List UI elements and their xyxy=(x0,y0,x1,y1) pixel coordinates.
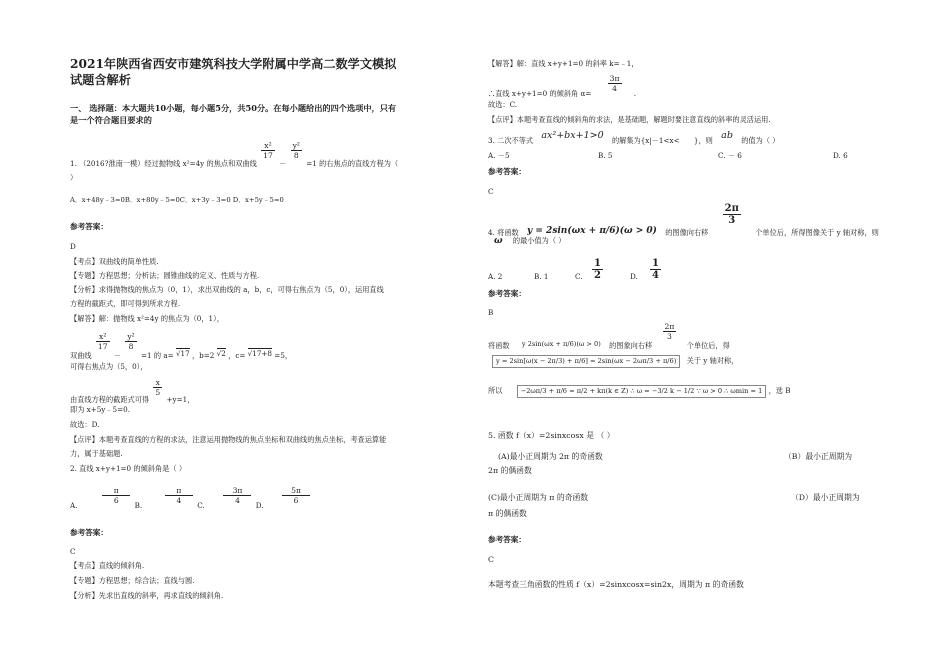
function-expr: y = 2sin(ωx + π/6)(ω > 0) xyxy=(527,225,657,236)
q2-note: 【分析】先求出直线的斜率，再求直线的倾斜角. xyxy=(70,591,224,600)
question-1 xyxy=(70,139,399,168)
text: 3. 二次不等式 xyxy=(488,136,534,145)
q1-note: 方程的截距式，即可得到所求方程. xyxy=(70,299,181,308)
text: 的解集为{x|－1<x< xyxy=(611,136,680,145)
minus-sign: － xyxy=(113,350,122,360)
q1-note: 【分析】求得抛物线的焦点为（0，1），求出双曲线的 a，b，c，可得右焦点为（5，0），运用直线 xyxy=(70,285,384,294)
q2-solution-angle xyxy=(488,74,637,98)
q1-step: 即为 x+5y﹣5=0. xyxy=(70,405,131,414)
sqrt-expr: √17+8 xyxy=(247,348,272,358)
frac-den: 4 xyxy=(652,270,659,281)
frac xyxy=(663,322,677,341)
frac-num: 2π xyxy=(664,322,675,331)
text: 由直线方程的截距式可得 xyxy=(70,394,150,404)
frac xyxy=(723,203,741,226)
text: ∴直线 x+y+1=0 的倾斜角 α= xyxy=(488,88,592,98)
option-frac xyxy=(592,258,603,281)
option: （D）最小正周期为 xyxy=(791,493,860,502)
frac-den: 17 xyxy=(263,151,273,160)
frac-num: 1 xyxy=(652,258,659,269)
option: A. －5 xyxy=(488,151,510,160)
q1-text: 1. （2016?淮南一模）经过抛物线 x²=4y 的焦点和双曲线 xyxy=(70,158,257,168)
answer-label: 参考答案： xyxy=(70,528,108,537)
q1-note: 【专题】方程思想；分析法；圆锥曲线的定义、性质与方程. xyxy=(70,271,260,280)
frac-num: 1 xyxy=(594,258,601,269)
q2-solution: 故选：C. xyxy=(488,100,518,109)
frac-num: 2π xyxy=(724,203,739,214)
minus-sign: － xyxy=(279,158,287,168)
frac-den: 3 xyxy=(723,214,741,226)
frac-num: 3π xyxy=(609,74,620,83)
option-frac xyxy=(165,486,193,505)
formula-box: −2ωπ/3 + π/6 = π/2 + kπ(k ∈ Z) ∴ ω = −3/2 k − 1/2 ∵ ω > 0 ∴ ωmin = 1 xyxy=(517,385,767,398)
frac-den: 6 xyxy=(102,495,130,505)
option: D. xyxy=(630,272,638,281)
section-heading-line2: 是一个符合题目要求的 xyxy=(70,115,152,125)
text: 所以 xyxy=(488,386,503,395)
text: 个单位后，得 xyxy=(686,340,730,350)
text: 的最小值为（ ） xyxy=(512,236,566,245)
option-frac xyxy=(223,486,251,505)
frac-den: 2 xyxy=(594,270,601,281)
frac-den: 4 xyxy=(608,83,622,93)
question-3 xyxy=(488,130,780,145)
frac xyxy=(96,332,110,351)
q1-note: 【考点】双曲线的简单性质. xyxy=(70,257,159,266)
option-frac xyxy=(102,486,130,505)
q3-answer: C xyxy=(488,187,494,196)
option: (A)最小正周期为 2π 的奇函数 xyxy=(498,452,603,461)
text: 的图像向右移 xyxy=(665,227,709,237)
inequality: ax²+bx+1>0 xyxy=(541,130,604,141)
frac-num: y² xyxy=(292,141,300,150)
frac-den: 8 xyxy=(125,341,136,351)
option-label: B. xyxy=(134,500,143,510)
text: . xyxy=(633,88,637,98)
option-frac xyxy=(650,258,661,281)
option-frac xyxy=(282,486,310,505)
formula-box: y = 2sin[ω(x − 2π/3) + π/6] = 2sin(ωx − 2ωπ/3 + π/6) xyxy=(492,355,680,368)
frac-den: 6 xyxy=(282,495,310,505)
text: +y=1， xyxy=(166,394,195,404)
q1-answer: D xyxy=(70,242,76,251)
option: （B）最小正周期为 xyxy=(784,452,853,461)
q1-step: 可得右焦点为（5，0）， xyxy=(70,362,148,371)
option-label: C. xyxy=(197,500,205,510)
q1-step: 故选：D. xyxy=(70,420,100,429)
function-expr: y 2sin(ωx + π/6)(ω > 0) xyxy=(521,339,601,348)
q4-solution-3 xyxy=(488,385,791,398)
frac-num: π xyxy=(113,486,119,495)
option: B. 1 xyxy=(534,272,549,281)
frac xyxy=(153,378,162,397)
text: =1 的 a= xyxy=(140,350,174,360)
q1-text-c: ） xyxy=(70,173,78,182)
q5-explanation: 本题考查三角函数的性质 f（x）=2sinxcosx=sin2x，周期为 π 的奇函数 xyxy=(488,580,744,589)
option-label: D. xyxy=(255,500,264,510)
text: 4. 将函数 xyxy=(488,227,519,237)
answer-label: 参考答案： xyxy=(488,535,526,544)
text: ，b=2 xyxy=(191,350,215,360)
q4-text-2 xyxy=(488,236,565,246)
text: }，则 xyxy=(693,136,713,145)
frac-den: 3 xyxy=(663,331,677,341)
page-title: 2021年陕西省西安市建筑科技大学附属中学高二数学文模拟 xyxy=(70,57,397,71)
q1-hyperbola-line xyxy=(70,328,293,360)
sqrt-expr: √17 xyxy=(175,348,190,358)
option: D. 6 xyxy=(833,151,848,160)
sqrt-expr: √2 xyxy=(216,348,226,358)
answer-label: 参考答案： xyxy=(488,289,526,298)
option: A. 2 xyxy=(488,272,503,281)
frac-num: x² xyxy=(264,141,272,150)
text: ，选 B xyxy=(768,386,791,395)
option-label: A. xyxy=(70,500,78,510)
ab-expr: ab xyxy=(721,130,733,141)
q1-note: 力，属于基础题. xyxy=(70,449,123,458)
frac-den: 5 xyxy=(155,388,161,397)
frac-den: 4 xyxy=(223,495,251,505)
question-4 xyxy=(488,203,879,237)
q1-intercept-line xyxy=(70,376,195,404)
option: C. xyxy=(575,272,583,281)
q2-comment: 【点评】本题考查直线的倾斜角的求法，是基础题，解题时要注意直线的斜率的灵活运用. xyxy=(488,115,771,124)
q1-options: A．x+48y﹣3=0B．x+80y﹣5=0C．x+3y﹣3=0 D．x+5y﹣5=0 xyxy=(70,196,284,204)
q2-note: 【考点】直线的倾斜角. xyxy=(70,561,145,570)
q4-solution-2 xyxy=(488,355,738,368)
answer-label: 参考答案： xyxy=(488,167,526,176)
text: 双曲线 xyxy=(70,350,92,360)
q5-option-d-cont: π 的偶函数 xyxy=(488,509,527,518)
omega-symbol: ω xyxy=(494,236,503,246)
text: =5， xyxy=(274,350,293,360)
q2-note: 【专题】方程思想；综合法；直线与圆. xyxy=(70,576,195,585)
answer-label: 参考答案： xyxy=(70,222,108,231)
question-2: 2. 直线 x+y+1=0 的倾斜角是（ ） xyxy=(70,464,187,473)
q1-frac-y xyxy=(291,141,302,160)
section-heading: 一、 选择题：本大题共10小题，每小题5分，共50分。在每小题给出的四个选项中，只有 xyxy=(70,103,397,113)
frac-num: x xyxy=(155,378,160,387)
option: B. 5 xyxy=(598,151,613,160)
frac-den: 4 xyxy=(165,495,193,505)
text: 个单位后，所得图像关于 y 轴对称，则 xyxy=(755,227,879,237)
q2-solution: 【解答】解：直线 x+y+1=0 的斜率 k=﹣1， xyxy=(488,59,639,68)
option: (C)最小正周期为 π 的奇函数 xyxy=(488,493,589,502)
text: 将函数 xyxy=(488,340,510,350)
frac-num: x² xyxy=(99,332,107,341)
frac-num: 3π xyxy=(232,486,243,495)
q2-options xyxy=(70,486,312,510)
frac-num: π xyxy=(176,486,182,495)
frac xyxy=(608,74,622,93)
q1-note: 【点评】本题考查直线的方程的求法，注意运用抛物线的焦点坐标和双曲线的焦点坐标，考查运算能 xyxy=(70,435,387,444)
frac-den: 17 xyxy=(97,342,108,351)
q4-solution-1 xyxy=(488,322,730,350)
text: 的图象向右移 xyxy=(609,340,653,350)
page-title-line2: 试题含解析 xyxy=(70,73,131,87)
q4-answer: B xyxy=(488,308,494,317)
q1-text-b: =1 的右焦点的直线方程为（ xyxy=(306,158,399,168)
q5-answer: C xyxy=(488,555,494,564)
text: ，c= xyxy=(228,350,246,360)
question-5: 5. 函数 f（x）=2sinxcosx 是 （ ） xyxy=(488,431,615,440)
frac xyxy=(125,332,136,351)
q1-frac-x xyxy=(261,141,275,160)
text: 的值为（ ） xyxy=(741,136,780,145)
frac-num: y² xyxy=(127,332,135,341)
q2-answer: C xyxy=(70,547,76,556)
option: C. － 6 xyxy=(718,151,742,160)
q5-option-b-cont: 2π 的偶函数 xyxy=(488,466,532,475)
frac-den: 8 xyxy=(291,150,302,160)
q1-note: 【解答】解：抛物线 x²=4y 的焦点为（0，1）， xyxy=(70,314,224,323)
frac-num: 5π xyxy=(291,486,301,495)
text: 关于 y 轴对称， xyxy=(686,356,739,365)
